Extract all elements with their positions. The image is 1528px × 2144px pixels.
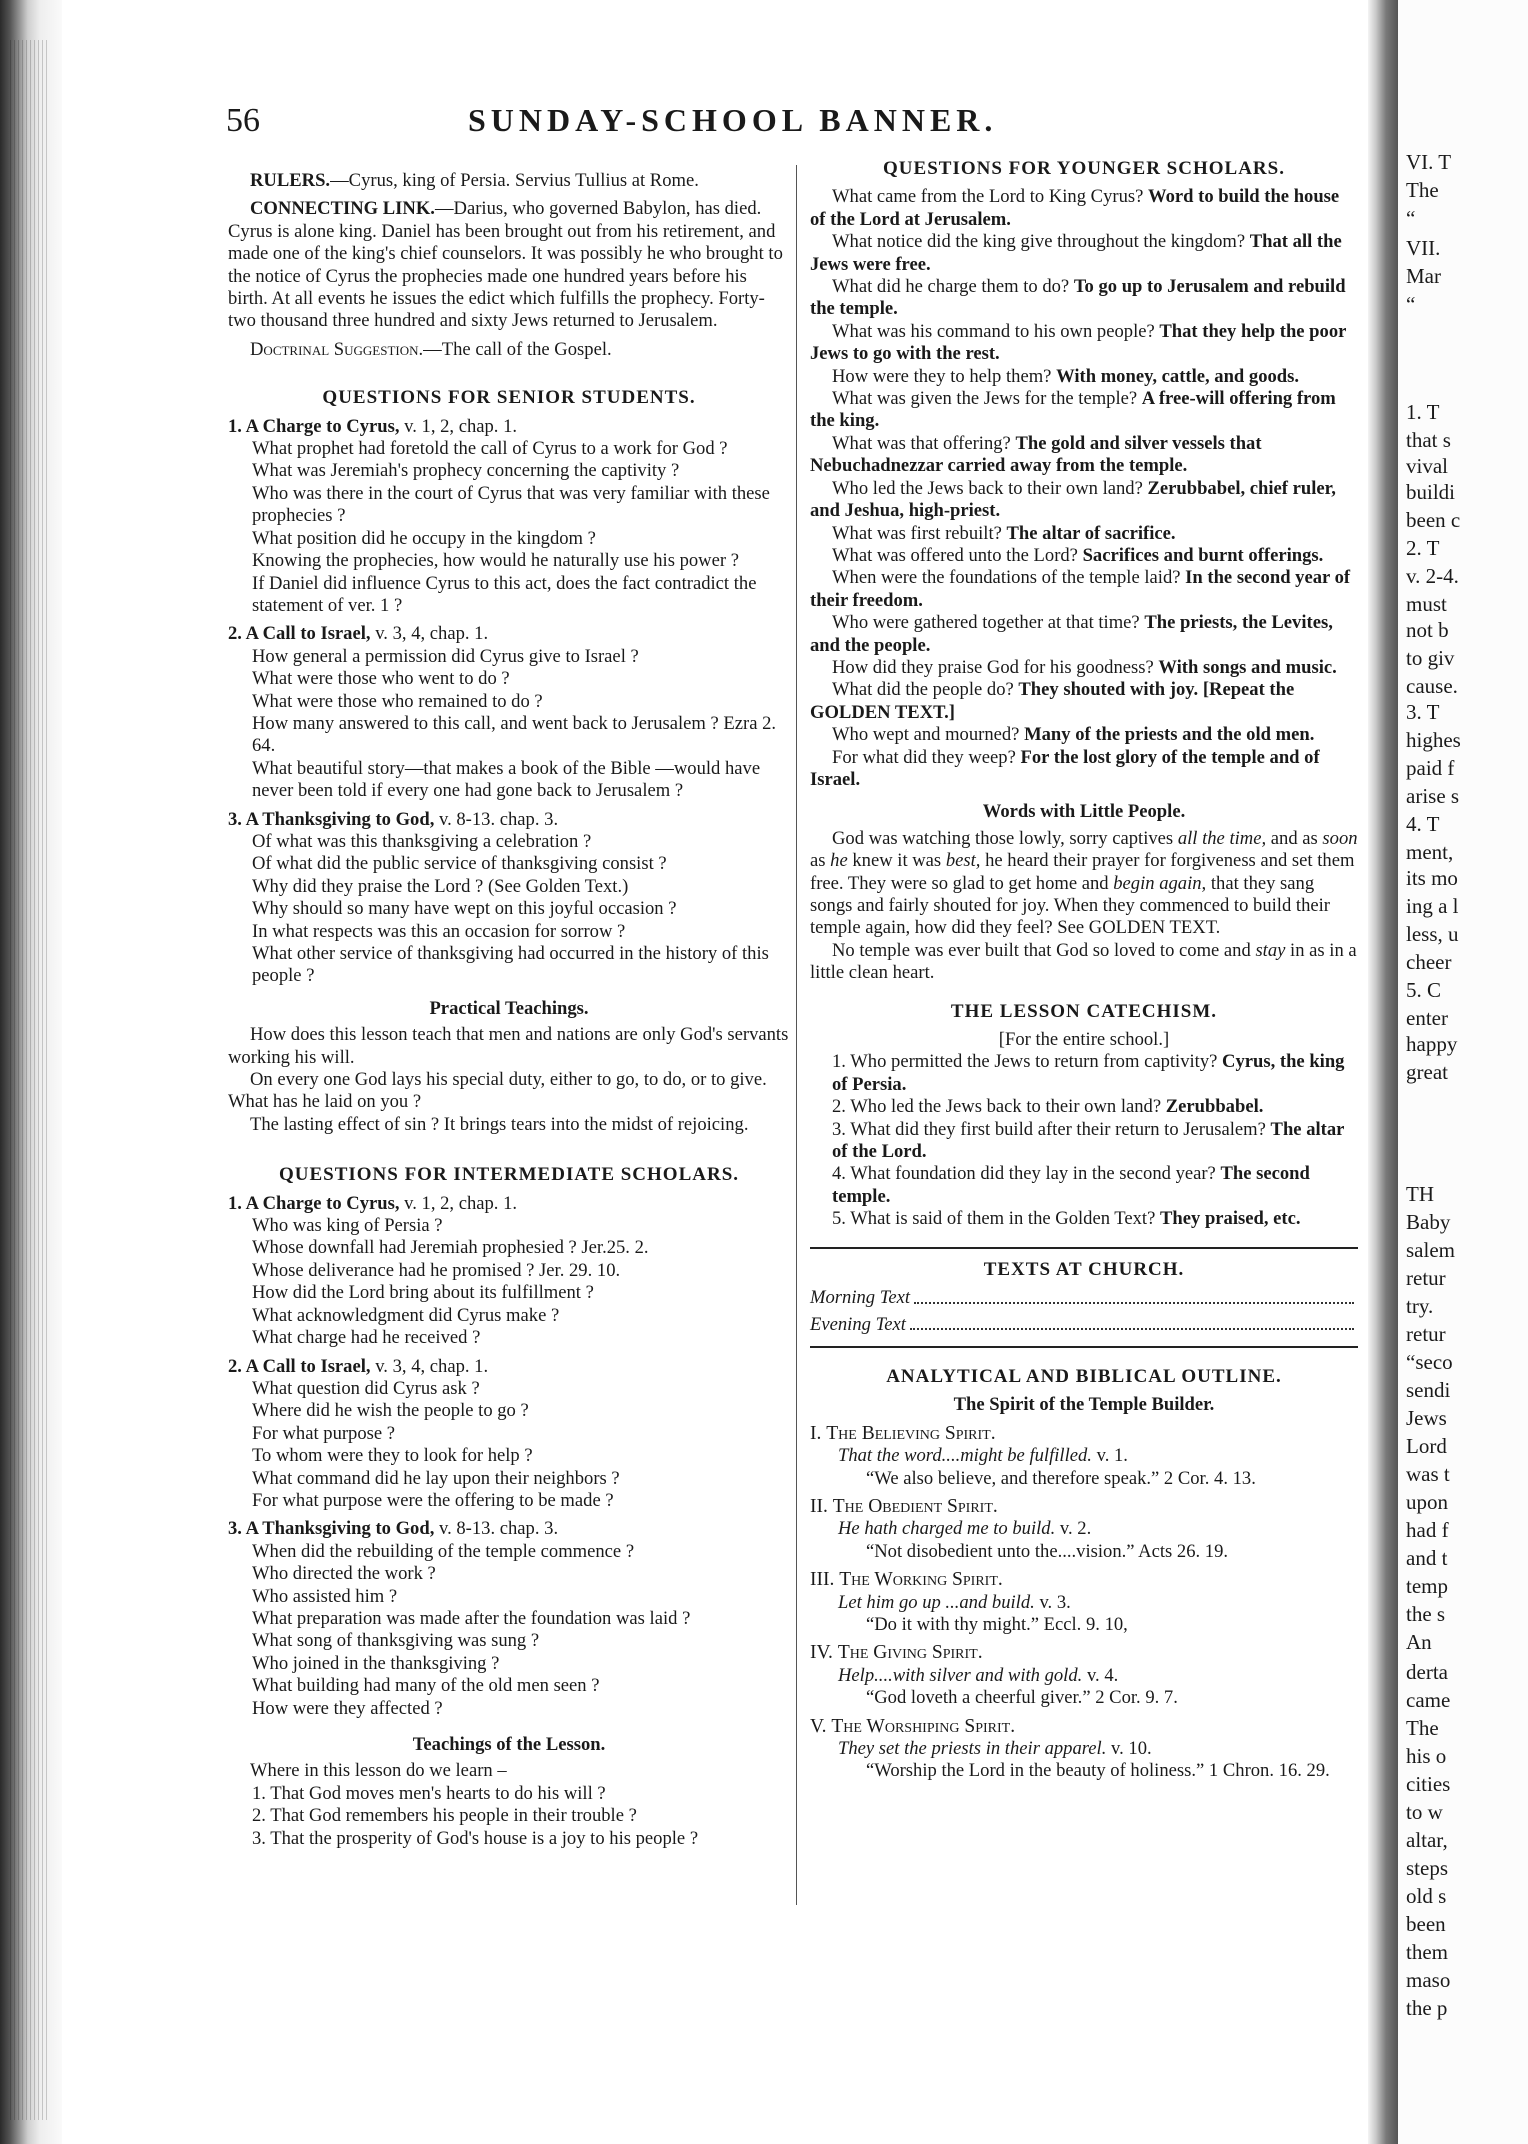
facing-page-text: salem xyxy=(1406,1238,1455,1262)
facing-page-text: enter xyxy=(1406,1006,1448,1030)
younger-qa-item xyxy=(810,657,1358,679)
question-item: What preparation was made after the foundation was laid ? xyxy=(252,1607,691,1629)
question-item: Who assisted him ? xyxy=(252,1585,398,1607)
question-text: What was given the Jews for the temple? xyxy=(832,388,1142,410)
question-item: What other service of thanksgiving had occurred in the history of this people ? xyxy=(252,943,769,987)
facing-page-text: 5. C xyxy=(1406,978,1442,1002)
answer-text: The gold and silver vessels that Nebuchadnezzar carried away from the temple. xyxy=(810,432,1262,477)
facing-page-text: not b xyxy=(1406,618,1449,642)
senior-item-2-heading: 2. A Call to Israel, v. 3, 4, chap. 1. xyxy=(228,623,489,645)
question-item: What acknowledgment did Cyrus make ? xyxy=(252,1304,560,1326)
question-text: When were the foundations of the temple laid? xyxy=(832,567,1186,589)
answer-text: Zerubbabel, chief ruler, and Jeshua, high-priest. xyxy=(810,477,1336,522)
facing-page-text: 4. T xyxy=(1406,812,1440,836)
outline-ref: v. 1. xyxy=(1091,1445,1128,1467)
facing-page-text: them xyxy=(1406,1940,1448,1964)
morning-text-line[interactable]: Morning Text xyxy=(810,1287,1358,1309)
younger-qa-item xyxy=(810,612,1358,657)
younger-qa-item xyxy=(810,478,1358,523)
facing-page-text: try. xyxy=(1406,1294,1434,1318)
outline-ref: v. 2. xyxy=(1055,1518,1092,1540)
younger-qa-item xyxy=(810,679,1358,724)
catechism-answer: The second temple. xyxy=(832,1163,1310,1207)
facing-page-text: Mar xyxy=(1406,264,1441,288)
catechism-question: 2. Who led the Jews back to their own land? xyxy=(832,1096,1166,1118)
question-item: How general a permission did Cyrus give to Israel ? xyxy=(252,645,639,667)
teaching-item: 3. That the prosperity of God's house is a joy to his people ? xyxy=(252,1827,699,1849)
catechism-answer: The altar of the Lord. xyxy=(832,1118,1345,1163)
teachings-list xyxy=(228,1783,790,1850)
facing-page-text: The xyxy=(1406,178,1439,202)
question-text: What came from the Lord to King Cyrus? xyxy=(832,186,1149,208)
facing-page-text: happy xyxy=(1406,1032,1458,1056)
question-item: Who was there in the court of Cyrus that was very familiar with these prophecies ? xyxy=(252,482,770,527)
practical-item: On every one God lays his special duty, either to go, to do, or to give. What has he laid on you ? xyxy=(228,1069,767,1113)
rulers-paragraph: RULERS.—Cyrus, king of Persia. Servius Tullius at Rome. xyxy=(250,170,699,191)
question-item: Who directed the work ? xyxy=(252,1563,436,1585)
facing-page-text: v. 2-4. xyxy=(1406,564,1459,588)
outline-scripture xyxy=(810,1445,1358,1467)
outline-title: The Giving Spirit. xyxy=(837,1642,983,1664)
facing-page-text: vival xyxy=(1406,454,1448,478)
outline-ref: v. 3. xyxy=(1034,1591,1071,1613)
younger-qa-item xyxy=(810,186,1358,231)
younger-qa-item xyxy=(810,276,1358,321)
outline-scripture xyxy=(810,1518,1358,1540)
outline-text: That the word....might be fulfilled. xyxy=(838,1445,1092,1467)
question-item: When did the rebuilding of the temple commence ? xyxy=(252,1540,635,1562)
facing-page-text: that s xyxy=(1406,428,1451,452)
facing-page-text: came xyxy=(1406,1688,1451,1712)
outline-quote: “We also believe, and therefore speak.” 2 Cor. 4. 13. xyxy=(866,1467,1256,1489)
facing-page-text: great xyxy=(1406,1060,1448,1084)
question-text: What did he charge them to do? xyxy=(832,276,1074,298)
evening-text-line[interactable]: Evening Text xyxy=(810,1314,1358,1336)
facing-page-text: old s xyxy=(1406,1884,1447,1908)
catechism-subheading: [For the entire school.] xyxy=(998,1029,1170,1051)
facing-page-text: ment, xyxy=(1406,840,1454,864)
question-item: Why did they praise the Lord ? (See Golden Text.) xyxy=(252,875,629,897)
outline-division xyxy=(810,1423,1358,1445)
facing-page-text: must xyxy=(1406,592,1447,616)
facing-page-text: derta xyxy=(1406,1660,1448,1684)
answer-text: A free-will offering from the king. xyxy=(810,388,1336,432)
outline-text: They set the priests in their apparel. xyxy=(838,1738,1107,1759)
question-item: For what purpose were the offering to be made ? xyxy=(252,1489,614,1511)
outline-ref: v. 10. xyxy=(1106,1738,1152,1759)
question-item: Why should so many have wept on this joyful occasion ? xyxy=(252,898,677,920)
outline-number: I. xyxy=(810,1422,822,1444)
catechism-answer: Cyrus, the king of Persia. xyxy=(832,1051,1345,1095)
younger-qa-item xyxy=(810,567,1358,612)
outline-number: V. xyxy=(810,1715,827,1737)
facing-page-text: buildi xyxy=(1406,480,1456,504)
facing-page-text: “ xyxy=(1406,206,1416,230)
question-item: What building had many of the old men seen ? xyxy=(252,1675,600,1697)
column-divider xyxy=(796,165,797,1905)
younger-qa-item xyxy=(810,724,1358,746)
teachings-intro: Where in this lesson do we learn – xyxy=(250,1760,507,1782)
facing-page-text: and t xyxy=(1406,1546,1448,1570)
answer-text: Word to build the house of the Lord at Jerusalem. xyxy=(810,186,1340,230)
younger-qa-item xyxy=(810,747,1358,792)
facing-page-text: its mo xyxy=(1406,866,1458,890)
facing-page-text: cause. xyxy=(1406,674,1458,698)
outline-text: He hath charged me to build. xyxy=(838,1518,1056,1540)
facing-page-text: the p xyxy=(1406,1996,1448,2020)
catechism-heading: THE LESSON CATECHISM. xyxy=(950,1000,1218,1022)
facing-page-text: to giv xyxy=(1406,646,1455,670)
outline-quote: “Not disobedient unto the....vision.” Acts 26. 19. xyxy=(866,1540,1229,1562)
catechism-item xyxy=(810,1051,1358,1096)
senior-item-3-questions xyxy=(228,831,790,988)
facing-page-text: The xyxy=(1406,1716,1439,1740)
outline-text: Help....with silver and with gold. xyxy=(838,1664,1083,1686)
question-item: What command did he lay upon their neighbors ? xyxy=(252,1467,620,1489)
facing-page-text: 3. T xyxy=(1406,700,1440,724)
facing-page-text: “seco xyxy=(1406,1350,1453,1374)
question-item: How did the Lord bring about its fulfillment ? xyxy=(252,1282,594,1304)
answer-text: The altar of sacrifice. xyxy=(1006,522,1176,544)
outline-number: II. xyxy=(810,1495,828,1517)
question-item: What prophet had foretold the call of Cyrus to a work for God ? xyxy=(252,438,728,460)
facing-page-text: VI. T xyxy=(1406,150,1452,174)
question-item: For what purpose ? xyxy=(252,1422,396,1444)
facing-page-text: 1. T xyxy=(1406,400,1440,424)
inter-item-2-heading: 2. A Call to Israel, v. 3, 4, chap. 1. xyxy=(228,1355,489,1377)
younger-qa-item xyxy=(810,388,1358,433)
question-text: What was that offering? xyxy=(832,432,1016,454)
outline-quote: “Do it with thy might.” Eccl. 9. 10, xyxy=(866,1613,1128,1635)
page-header xyxy=(0,102,1370,142)
answer-text: For the lost glory of the temple and of Israel. xyxy=(810,746,1320,790)
facing-page-text: been xyxy=(1406,1912,1446,1936)
outline-quote: “Worship the Lord in the beauty of holiness.” 1 Chron. 16. 29. xyxy=(866,1760,1330,1782)
question-text: Who wept and mourned? xyxy=(832,724,1025,746)
facing-page-text: had f xyxy=(1406,1518,1449,1542)
senior-item-3-heading: 3. A Thanksgiving to God, v. 8-13. chap. 3. xyxy=(228,808,559,830)
question-item: In what respects was this an occasion for sorrow ? xyxy=(252,920,626,942)
answer-text: In the second year of their freedom. xyxy=(810,567,1351,611)
question-text: For what did they weep? xyxy=(832,746,1021,768)
practical-teachings-heading: Practical Teachings. xyxy=(429,997,589,1019)
inter-item-1-questions xyxy=(228,1215,790,1349)
divider-rule xyxy=(810,1247,1358,1249)
outline-number: IV. xyxy=(810,1642,833,1664)
facing-page-text: upon xyxy=(1406,1490,1448,1514)
answer-text: Many of the priests and the old men. xyxy=(1024,724,1315,746)
connecting-link-paragraph: CONNECTING LINK.—Darius, who governed Babylon, has died. Cyrus is alone king. Daniel has been brought out from his retirement, and made one of the king's chief counselors. It was possibly he who brought to the notice of Cyrus the prophecies made one hundred years before his birth. At all events he issues the edict which fulfills the prophecy. Forty-two thousand three hundred and sixty Jews returned to Jerusalem. xyxy=(228,198,783,332)
page-gutter xyxy=(1368,0,1398,2144)
teachings-heading: Teachings of the Lesson. xyxy=(412,1734,606,1755)
answer-text: Sacrifices and burnt offerings. xyxy=(1082,544,1324,566)
question-item: What were those who went to do ? xyxy=(252,668,510,690)
answer-text: With money, cattle, and goods. xyxy=(1056,365,1300,387)
outline-subheading: The Spirit of the Temple Builder. xyxy=(953,1394,1215,1416)
answer-text: They shouted with joy. [Repeat the GOLDEN TEXT.] xyxy=(810,679,1295,723)
facing-page-text: Baby xyxy=(1406,1210,1451,1234)
facing-page-text: cheer xyxy=(1406,950,1452,974)
left-column xyxy=(228,170,790,1850)
answer-text: That all the Jews were free. xyxy=(810,231,1342,275)
outline-scripture xyxy=(810,1592,1358,1614)
facing-page-text: the s xyxy=(1406,1602,1446,1626)
facing-page-text: cities xyxy=(1406,1772,1451,1796)
facing-page-text: highes xyxy=(1406,728,1461,752)
facing-page-text: his o xyxy=(1406,1744,1447,1768)
right-column xyxy=(810,158,1358,1783)
facing-page-text: VII. xyxy=(1406,236,1441,260)
outline-title: The Working Spirit. xyxy=(839,1569,1003,1591)
question-item: How many answered to this call, and went back to Jerusalem ? Ezra 2. 64. xyxy=(252,712,777,757)
outline-list xyxy=(810,1423,1358,1783)
doctrinal-suggestion: Doctrinal Suggestion.—The call of the Gospel. xyxy=(250,338,612,360)
outline-division xyxy=(810,1716,1358,1738)
outline-title: The Believing Spirit. xyxy=(826,1422,996,1444)
senior-item-2-questions xyxy=(228,646,790,803)
outline-scripture xyxy=(810,1665,1358,1687)
inter-item-1-heading: 1. A Charge to Cyrus, v. 1, 2, chap. 1. xyxy=(228,1192,518,1214)
younger-qa-item xyxy=(810,366,1358,388)
question-item: To whom were they to look for help ? xyxy=(252,1445,533,1467)
facing-page-text: “ xyxy=(1406,292,1416,316)
words-paragraph-1: God was watching those lowly, sorry captives all the time, and as soon as he knew it was best, he heard their prayer for forgiveness and set them free. They were so glad to get home and begin again, that they sang songs and fairly shouted for joy. When they commenced to build their temple again, how did they feel? See GOLDEN TEXT. xyxy=(810,827,1358,939)
facing-page-text: arise s xyxy=(1406,784,1460,808)
practical-item: The lasting effect of sin ? It brings tears into the midst of rejoicing. xyxy=(250,1113,749,1135)
divider-rule xyxy=(810,1346,1358,1348)
facing-page-text: maso xyxy=(1406,1968,1451,1992)
question-item: Who was king of Persia ? xyxy=(252,1215,443,1237)
senior-item-1-heading: 1. A Charge to Cyrus, v. 1, 2, chap. 1. xyxy=(228,415,518,437)
question-item: What were those who remained to do ? xyxy=(252,690,543,712)
texts-heading: TEXTS AT CHURCH. xyxy=(983,1258,1185,1280)
outline-title: The Worshiping Spirit. xyxy=(831,1715,1016,1737)
outline-title: The Obedient Spirit. xyxy=(832,1495,998,1517)
younger-qa-item xyxy=(810,545,1358,567)
catechism-question: 5. What is said of them in the Golden Text? xyxy=(832,1208,1160,1230)
facing-page-text: paid f xyxy=(1406,756,1455,780)
words-paragraph-2: No temple was ever built that God so loved to come and stay in as in a little clean heart. xyxy=(810,939,1357,984)
question-text: Who led the Jews back to their own land? xyxy=(832,477,1148,499)
question-text: What was first rebuilt? xyxy=(832,522,1007,544)
practical-teachings xyxy=(228,1024,790,1136)
facing-page-text: sendi xyxy=(1406,1378,1451,1402)
question-item: Whose downfall had Jeremiah prophesied ? Jer.25. 2. xyxy=(252,1237,649,1259)
facing-page-text: temp xyxy=(1406,1574,1448,1598)
question-item: Knowing the prophecies, how would he naturally use his power ? xyxy=(252,550,739,572)
facing-page-text: 2. T xyxy=(1406,536,1440,560)
facing-page-text: retur xyxy=(1406,1322,1446,1346)
outline-ref: v. 4. xyxy=(1082,1664,1119,1686)
teaching-item: 2. That God remembers his people in their trouble ? xyxy=(252,1805,637,1827)
practical-item: How does this lesson teach that men and nations are only God's servants working his will. xyxy=(228,1024,789,1068)
teaching-item: 1. That God moves men's hearts to do his will ? xyxy=(252,1782,606,1804)
facing-page-text: altar, xyxy=(1406,1828,1448,1852)
catechism-item xyxy=(810,1119,1358,1164)
question-item: Of what was this thanksgiving a celebration ? xyxy=(252,830,592,852)
question-text: What was his command to his own people? xyxy=(832,320,1160,342)
outline-text: Let him go up ...and build. xyxy=(838,1591,1035,1613)
catechism-question: 1. Who permitted the Jews to return from captivity? xyxy=(832,1051,1223,1073)
question-item: Where did he wish the people to go ? xyxy=(252,1400,529,1422)
question-item: What beautiful story—that makes a book of the Bible —would have never been told if every one had gone back to Jerusalem ? xyxy=(252,757,761,802)
inter-item-3-heading: 3. A Thanksgiving to God, v. 8-13. chap. 3. xyxy=(228,1518,559,1540)
catechism-question: 4. What foundation did they lay in the second year? xyxy=(832,1163,1221,1185)
answer-text: The priests, the Levites, and the people. xyxy=(810,612,1333,656)
facing-page-text: to w xyxy=(1406,1800,1443,1824)
answer-text: With songs and music. xyxy=(1158,656,1337,678)
catechism-item xyxy=(810,1208,1358,1230)
words-heading: Words with Little People. xyxy=(982,801,1186,823)
facing-page-text: Jews xyxy=(1406,1406,1447,1430)
question-text: Who were gathered together at that time? xyxy=(832,612,1145,634)
outline-number: III. xyxy=(810,1569,835,1591)
question-item: How were they affected ? xyxy=(252,1697,443,1719)
answer-text: That they help the poor Jews to go with the rest. xyxy=(810,320,1347,365)
outline-heading: ANALYTICAL AND BIBLICAL OUTLINE. xyxy=(886,1365,1282,1387)
inter-item-2-questions xyxy=(228,1378,790,1512)
senior-heading: QUESTIONS FOR SENIOR STUDENTS. xyxy=(322,387,696,409)
catechism-answer: Zerubbabel. xyxy=(1165,1096,1264,1118)
question-text: What was offered unto the Lord? xyxy=(832,544,1083,566)
question-item: What question did Cyrus ask ? xyxy=(252,1377,480,1399)
outline-division xyxy=(810,1496,1358,1518)
catechism-list xyxy=(810,1051,1358,1230)
facing-page-text: been c xyxy=(1406,508,1461,532)
younger-qa-list xyxy=(810,186,1358,791)
facing-page-fragment xyxy=(1398,0,1528,2144)
inter-item-3-questions xyxy=(228,1541,790,1720)
facing-page-text: An xyxy=(1406,1630,1432,1654)
page-title: SUNDAY-SCHOOL BANNER. xyxy=(468,102,998,138)
question-item: What position did he occupy in the kingdom ? xyxy=(252,527,596,549)
catechism-item xyxy=(810,1096,1358,1118)
younger-qa-item xyxy=(810,321,1358,366)
question-item: What was Jeremiah's prophecy concerning the captivity ? xyxy=(252,460,680,482)
younger-qa-item xyxy=(810,231,1358,276)
question-item: Of what did the public service of thanksgiving consist ? xyxy=(252,853,667,875)
question-text: What did the people do? xyxy=(832,679,1019,701)
younger-heading: QUESTIONS FOR YOUNGER SCHOLARS. xyxy=(883,158,1285,179)
facing-page-text: was t xyxy=(1406,1462,1450,1486)
outline-division xyxy=(810,1642,1358,1664)
facing-page-text: ing a l xyxy=(1406,894,1459,918)
question-item: Whose deliverance had he promised ? Jer. 29. 10. xyxy=(252,1259,621,1281)
question-item: What charge had he received ? xyxy=(252,1327,481,1349)
facing-page-text: Lord xyxy=(1406,1434,1447,1458)
catechism-answer: They praised, etc. xyxy=(1160,1208,1301,1230)
question-item: If Daniel did influence Cyrus to this act, does the fact contradict the statement of ver. 1 ? xyxy=(252,572,757,616)
page-edges xyxy=(10,40,50,2120)
question-item: What song of thanksgiving was sung ? xyxy=(252,1630,540,1652)
question-text: What notice did the king give throughout the kingdom? xyxy=(832,231,1250,253)
outline-quote: “God loveth a cheerful giver.” 2 Cor. 9. 7. xyxy=(866,1687,1178,1709)
catechism-question: 3. What did they first build after their return to Jerusalem? xyxy=(832,1118,1271,1140)
catechism-item xyxy=(810,1163,1358,1208)
facing-page-text: retur xyxy=(1406,1266,1446,1290)
question-text: How were they to help them? xyxy=(832,365,1057,387)
facing-page-text: steps xyxy=(1406,1856,1448,1880)
question-text: How did they praise God for his goodness? xyxy=(832,656,1159,678)
facing-page-text: TH xyxy=(1406,1182,1434,1206)
answer-text: To go up to Jerusalem and rebuild the temple. xyxy=(810,276,1346,320)
outline-scripture xyxy=(810,1738,1358,1760)
facing-page-text: less, u xyxy=(1406,922,1459,946)
outline-division xyxy=(810,1569,1358,1591)
question-item: Who joined in the thanksgiving ? xyxy=(252,1652,500,1674)
senior-item-1-questions xyxy=(228,438,790,617)
younger-qa-item xyxy=(810,433,1358,478)
younger-qa-item xyxy=(810,523,1358,545)
intermediate-heading: QUESTIONS FOR INTERMEDIATE SCHOLARS. xyxy=(278,1164,740,1186)
page-number: 56 xyxy=(226,102,260,139)
